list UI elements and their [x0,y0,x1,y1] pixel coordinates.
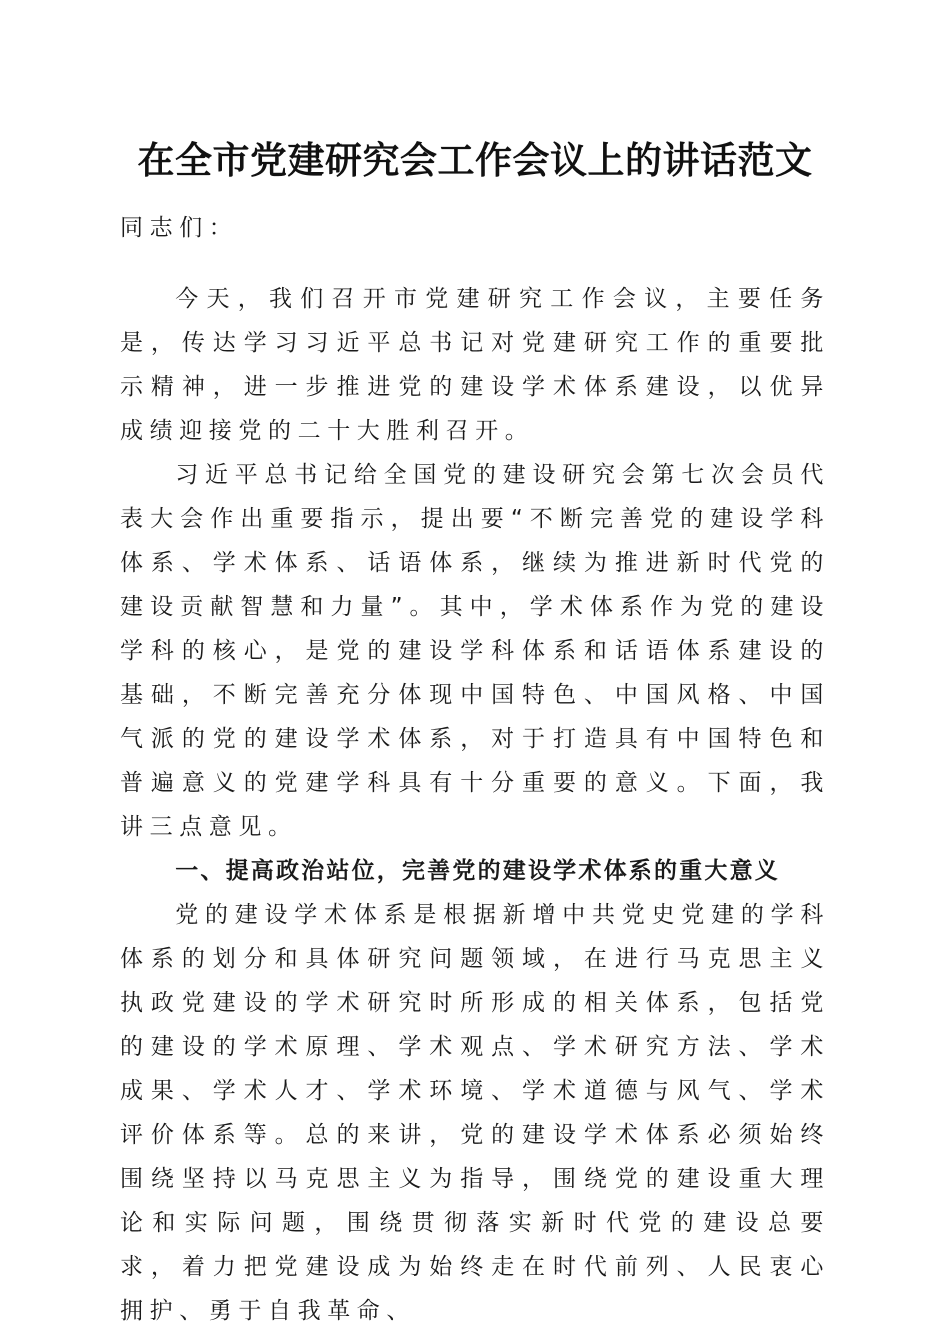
document-body [120,277,830,1333]
paragraph-1: 今天，我们召开市党建研究工作会议，主要任务是，传达学习习近平总书记对党建研究工作的重要批示精神，进一步推进党的建设学术体系建设，以优异成绩迎接党的二十大胜利召开。 [120,286,830,444]
paragraph-2: 习近平总书记给全国党的建设研究会第七次会员代表大会作出重要指示，提出要“不断完善党的建设学科体系、学术体系、话语体系，继续为推进新时代党的建设贡献智慧和力量”。其中，学术体系作为党的建设学科的核心，是党的建设学科体系和话语体系建设的基础，不断完善充分体现中国特色、中国风格、中国气派的党的建设学术体系，对于打造具有中国特色和普遍意义的党建学科具有十分重要的意义。下面，我讲三点意见。 [120,462,830,840]
section-paragraph: 党的建设学术体系是根据新增中共党史党建的学科体系的划分和具体研究问题领域，在进行马克思主义执政党建设的学术研究时所形成的相关体系，包括党的建设的学术原理、学术观点、学术研究方法、学术成果、学术人才、学术环境、学术道德与风气、学术评价体系等。总的来讲，党的建设学术体系必须始终围绕坚持以马克思主义为指导，围绕党的建设重大理论和实际问题，围绕贯彻落实新时代党的建设总要求，着力把党建设成为始终走在时代前列、人民衷心拥护、勇于自我革命、 [120,902,830,1324]
document-title: 在全市党建研究会工作会议上的讲话范文 [137,138,813,182]
salutation: 同志们： [120,215,239,241]
section-heading: 一、提高政治站位，完善党的建设学术体系的重大意义 [175,858,780,884]
